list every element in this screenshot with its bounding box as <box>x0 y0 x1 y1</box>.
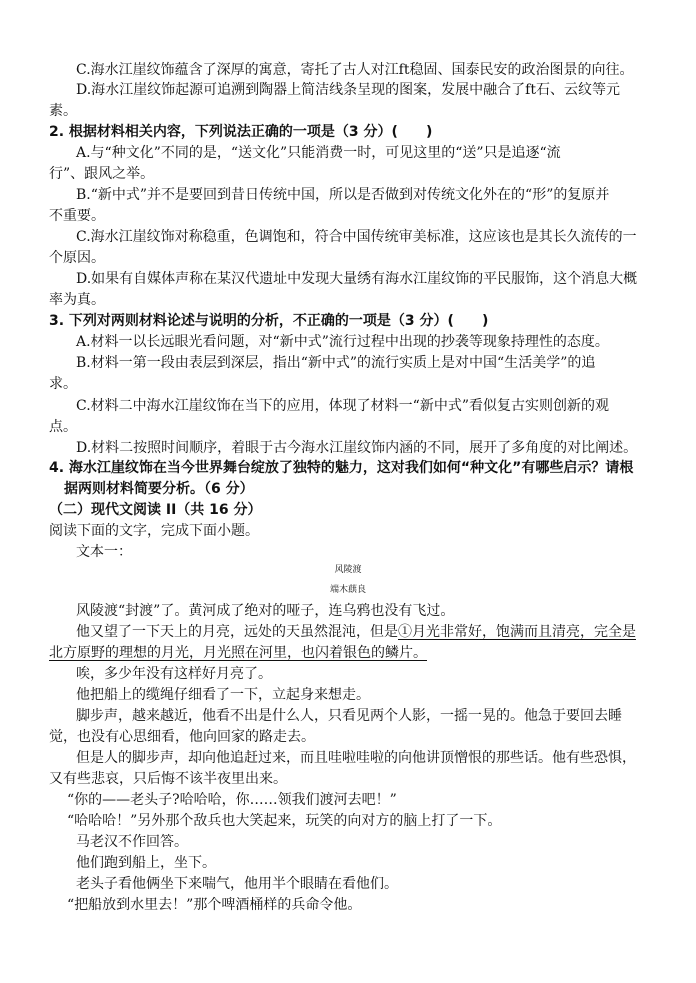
q3-option-c-line2: 点。 <box>49 419 77 435</box>
story-paragraph-6-line1: 但是人的脚步声，却向他追赶过来，而且哇啦哇啦的向他讲顶憎恨的那些话。他有些恐惧， <box>76 750 636 766</box>
q1-option-c: C.海水江崖纹饰蕴含了深厚的寓意，寄托了古人对江ft稳固、国泰民安的政治图景的向往。 <box>76 62 634 78</box>
underlined-sentence-1-line2: 北方原野的理想的月光，月光照在河里，也闪着银色的鳞片。 <box>49 645 427 661</box>
story-paragraph-7: “你的——老头子?哈哈哈，你……领我们渡河去吧！” <box>67 792 397 808</box>
q2-option-a-line2: 行”、跟风之举。 <box>49 166 155 182</box>
story-paragraph-11: 老头子看他俩坐下来喘气，他用半个眼睛在看他们。 <box>76 876 398 892</box>
story-paragraph-5-line1: 脚步声，越来越近，他看不出是什么人，只看见两个人影，一摇一晃的。他急于要回去睡 <box>76 708 622 724</box>
q2-option-b-line2: 不重要。 <box>49 208 105 224</box>
q2-option-b-line1: B.“新中式”并不是要回到昔日传统中国，所以是否做到对传统文化外在的“形”的复原并 <box>76 187 610 203</box>
q3-option-b-line1: B.材料一第一段由表层到深层，指出“新中式”的流行实质上是对中国“生活美学”的追 <box>76 355 596 371</box>
section-instruction: 阅读下面的文字，完成下面小题。 <box>49 523 259 539</box>
q4-line2: 据两则材料简要分析。（6 分） <box>64 481 254 497</box>
q2-option-c-line1: C.海水江崖纹饰对称稳重，色调饱和，符合中国传统审美标准，这应该也是其长久流传的一 <box>76 229 637 245</box>
story-paragraph-4: 他把船上的缆绳仔细看了一下，立起身来想走。 <box>76 687 370 703</box>
story-paragraph-9: 马老汉不作回答。 <box>76 834 188 850</box>
q2-option-d-line1: D.如果有自媒体声称在某汉代遗址中发现大量绣有海水江崖纹饰的平民服饰，这个消息大概 <box>76 271 638 287</box>
section-heading: （二）现代文阅读 II（共 16 分） <box>49 502 262 518</box>
q2-option-c-line2: 个原因。 <box>49 250 105 266</box>
q3-option-c-line1: C.材料二中海水江崖纹饰在当下的应用，体现了材料一“新中式”看似复古实则创新的观 <box>76 398 609 414</box>
q4-line1: 4. 海水江崖纹饰在当今世界舞台绽放了独特的魅力，这对我们如何“种文化”有哪些启示？请根 <box>49 460 634 476</box>
story-paragraph-8: “哈哈哈！”另外那个敌兵也大笑起来，玩笑的向对方的脑上打了一下。 <box>67 813 502 829</box>
underlined-sentence-1: ①月光非常好，饱满而且清亮，完全是 <box>398 624 636 640</box>
q2-option-d-line2: 率为真。 <box>49 292 105 308</box>
story-author: 端木蕻良 <box>329 585 366 595</box>
story-paragraph-5-line2: 觉，也没有心思细看，他向回家的路走去。 <box>49 729 315 745</box>
q2-option-a-line1: A.与“种文化”不同的是，“送文化”只能消费一时，可见这里的“送”只是追逐“流 <box>76 145 561 161</box>
story-paragraph-3: 唉，多少年没有这样好月亮了。 <box>76 666 272 682</box>
q1-option-d-line2: 素。 <box>49 103 77 119</box>
story-paragraph-6-line2: 又有些悲哀，只后悔不该半夜里出来。 <box>49 771 287 787</box>
story-paragraph-10: 他们跑到船上，坐下。 <box>76 855 216 871</box>
q3-stem: 3. 下列对两则材料论述与说明的分析，不正确的一项是（3 分）( ) <box>49 313 489 329</box>
q3-option-b-line2: 求。 <box>49 376 77 392</box>
text-label: 文本一： <box>76 544 132 560</box>
paragraph-2-plain-text: 他又望了一下天上的月亮，远处的天虽然混沌，但是 <box>76 624 398 640</box>
story-paragraph-2-line1 <box>76 622 636 642</box>
q2-stem: 2. 根据材料相关内容，下列说法正确的一项是（3 分）( ) <box>49 124 433 140</box>
story-paragraph-12: “把船放到水里去！”那个啤酒桶样的兵命令他。 <box>67 897 362 913</box>
q3-option-d: D.材料二按照时间顺序，着眼于古今海水江崖纹饰内涵的不同，展开了多角度的对比阐述。 <box>76 440 638 456</box>
q3-option-a: A.材料一以长远眼光看问题，对“新中式”流行过程中出现的抄袭等现象持理性的态度。 <box>76 334 609 350</box>
q1-option-d-line1: D.海水江崖纹饰起源可追溯到陶器上简洁线条呈现的图案，发展中融合了ft石、云纹等元 <box>76 82 620 98</box>
story-paragraph-1: 风陵渡“封渡”了。黄河成了绝对的哑子，连乌鸦也没有飞过。 <box>76 603 455 619</box>
story-title: 风陵渡 <box>334 565 362 575</box>
